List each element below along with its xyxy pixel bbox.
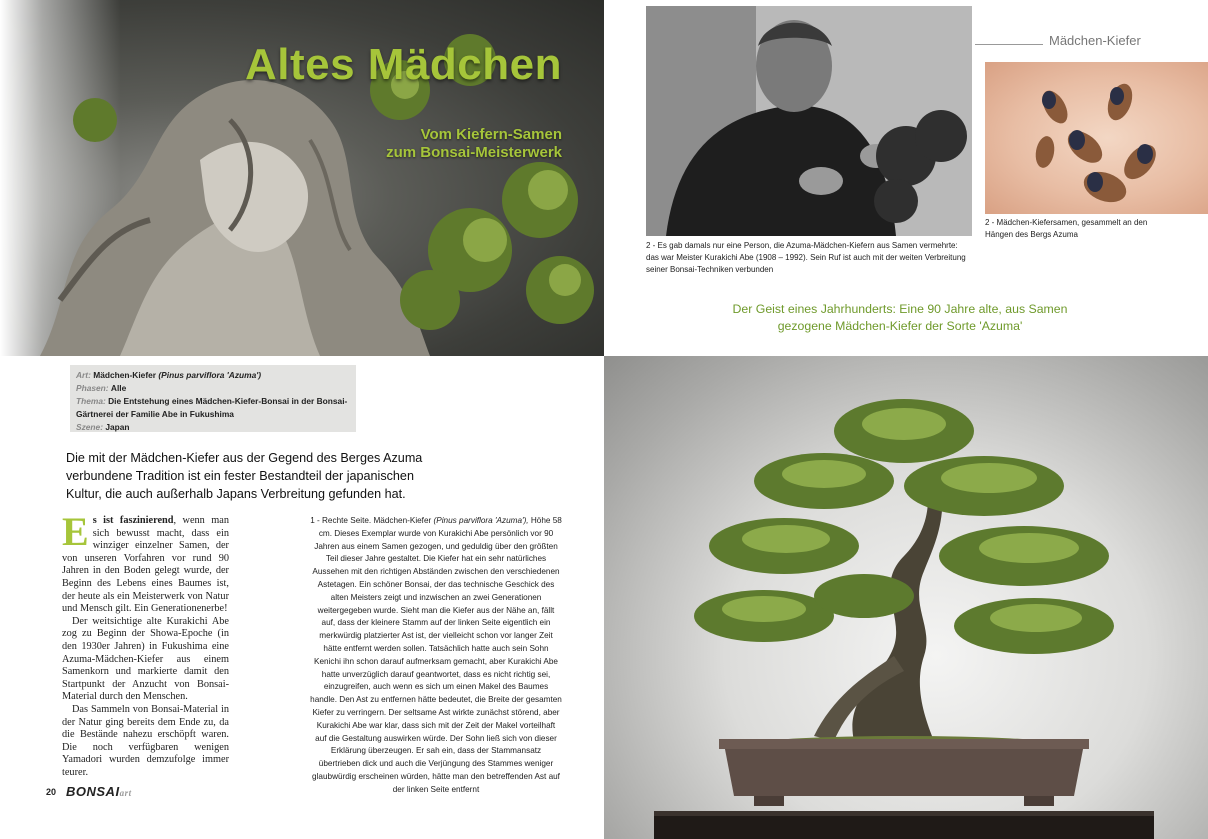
- drop-cap: E: [62, 509, 89, 554]
- fact-phasen-value: Alle: [110, 383, 127, 393]
- seeds-illustration: [985, 62, 1208, 214]
- fact-thema-value: Die Entstehung eines Mädchen-Kiefer-Bonsai in der Bonsai-Gärtnerei der Familie Abe in Fukushima: [76, 396, 348, 419]
- fact-szene-value: Japan: [105, 422, 130, 432]
- caption-master: 2 - Es gab damals nur eine Person, die Azuma-Mädchen-Kiefern aus Samen vermehrte: das war Meister Kurakichi Abe (1908 – 1992). Sein Ruf ist auch mit der weiten Verbreitung seiner Bonsai-Techniken verbunden: [646, 241, 966, 274]
- body-column-1: [62, 509, 229, 779]
- tagline-line-2: gezogene Mädchen-Kiefer der Sorte 'Azuma': [777, 318, 1023, 333]
- photo-seeds-in-hand: [985, 62, 1208, 214]
- logo-small: art: [119, 788, 132, 798]
- subtitle-line-1: Vom Kiefern-Samen: [420, 126, 562, 143]
- caption-1-lead: 1 - Rechte Seite. Mädchen-Kiefer: [310, 516, 432, 525]
- fact-thema: [76, 395, 350, 421]
- section-rule: [975, 44, 1043, 45]
- lead-in-bold: s ist faszinierend: [92, 515, 174, 526]
- fact-szene: [76, 421, 350, 434]
- fact-art: [76, 369, 350, 382]
- tree-tagline: [730, 301, 1070, 334]
- section-label: Mädchen-Kiefer: [1049, 33, 1141, 48]
- fact-phasen: [76, 382, 350, 395]
- paragraph-1-text: , wenn man sich bewusst macht, dass ein winziger einzelner Samen, der von unseren Vorfahren vor rund 90 Jahren in den Boden gelegt wurde, der Beginn des Lebens eines Baumes ist, der heute als ein Meisterwerk von Natur und Mensch gilt. Ein Generationenerbe!: [62, 515, 229, 615]
- fact-box: [70, 365, 356, 432]
- page-number: 20: [46, 787, 57, 797]
- fact-szene-key: Szene:: [76, 422, 103, 432]
- intro-paragraph: Die mit der Mädchen-Kiefer aus der Gegend des Berges Azuma verbundene Tradition ist ein fester Bestandteil der japanischen Kultur, die auch außerhalb Japans Verbreitung gefunden hat.: [66, 451, 423, 501]
- magazine-logo: [66, 784, 132, 799]
- fact-art-value: Mädchen-Kiefer: [93, 370, 157, 380]
- fact-thema-key: Thema:: [76, 396, 106, 406]
- fact-art-latin: (Pinus parviflora 'Azuma'): [158, 370, 262, 380]
- fact-phasen-key: Phasen:: [76, 383, 109, 393]
- photo-bonsai-tree: [604, 356, 1208, 839]
- hero-photo-trunk: [0, 0, 604, 356]
- caption-seeds: 2 - Mädchen-Kiefersamen, gesammelt an den Hängen des Bergs Azuma: [985, 218, 1148, 239]
- body-paragraph-3: Das Sammeln von Bonsai-Material in der Natur ging bereits dem Ende zu, da die Bestände nahezu erschöpft waren. Die noch verfügbaren wenigen Yamadori wurden demzufolge immer teurer.: [62, 703, 229, 778]
- photo-master-abe: [646, 6, 972, 236]
- body-paragraph-2: Der weitsichtige alte Kurakichi Abe zog zu Beginn der Showa-Epoche (in den 1930er Jahren) in Fukushima eine Azuma-Mädchen-Kiefer aus einem Samenkorn und markierte damit den Startpunkt der Anzucht von Bonsai-Material durch den Menschen.: [62, 615, 229, 703]
- logo-main: BONSAI: [66, 784, 120, 799]
- photo-caption-1: [310, 515, 562, 797]
- article-title: Altes Mädchen: [244, 40, 562, 89]
- body-paragraph-1: [62, 509, 229, 616]
- caption-1-text: Höhe 58 cm. Dieses Exemplar wurde von Kurakichi Abe persönlich vor 90 Jahren aus einem Samen gezogen, und geduldig über den größten Teil dieser Jahre gestaltet. Die Kiefer hat ein sehr natürliches Aussehen mit den richtigen Abständen zwischen den verschiedenen Astetagen. Ein schöner Bonsai, der das technische Geschick des alten Meisters zeigt und inzwischen an zwei Generationen weitergegeben wurde. Sieht man die Kiefer aus der Nähe an, fällt auf, dass der kleinere Stamm auf der linken Seite eigentlich ein merkwürdig platzierter Ast ist, der vielleicht schon vor langer Zeit hätte entfernt werden sollen. Tatsächlich hatte auch sein Sohn Kenichi ihn schon darauf aufmerksam gemacht, aber Kurakichi Abe hatte unverzüglich darauf geantwortet, dass es nicht richtig sei, einzugreifen, auch wenn es sich um einen Makel des Baumes handle. Den Ast zu entfernen hätte bedeutet, die Breite der gesamten Kiefer zu verringern. Der seltsame Ast wirkte zunächst störend, aber Kurakichi Abe war klar, dass sich mit der Zeit der Makel vorteilhaft auf die Gestaltung auswirken würde. Der Sohn ließ sich von dieser Erklärung überzeugen. Er sah ein, dass der Stammansatz übertrieben dick und auch die Verjüngung des Stammes weniger glaubwürdig erscheinen würden, hätte man den betreffenden Ast auf der linken Seite entfernt: [310, 516, 562, 794]
- bonsai-illustration: [604, 356, 1208, 839]
- article-subtitle: [302, 126, 562, 162]
- fact-art-key: Art:: [76, 370, 91, 380]
- tagline-line-1: Der Geist eines Jahrhunderts: Eine 90 Jahre alte, aus Samen: [732, 302, 1068, 316]
- subtitle-line-2: zum Bonsai-Meisterwerk: [386, 144, 562, 161]
- caption-1-latin: (Pinus parviflora 'Azuma'),: [433, 516, 529, 525]
- master-illustration: [646, 6, 972, 236]
